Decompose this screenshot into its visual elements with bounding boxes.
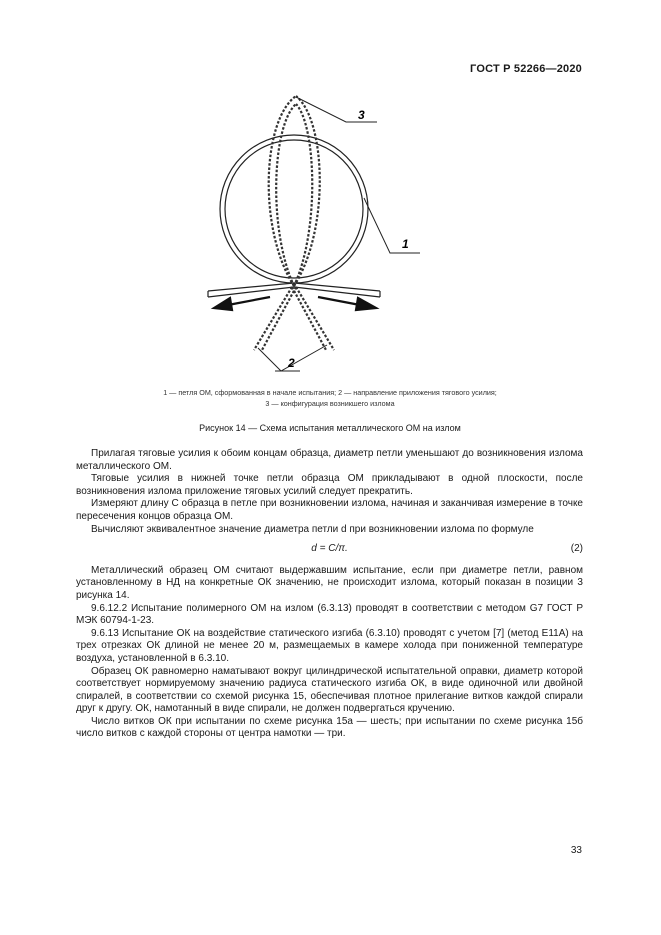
kink-configuration (269, 96, 320, 286)
callout-leaders (258, 97, 420, 371)
paragraph-8: Образец ОК равномерно наматывают вокруг цилиндрической испытательной оправки, диаметр которой соответствует нормируемому значению радиуса статического изгиба ОК, в виде одиночной или двойной спиралей, в соответствии со схемой рисунка 15, обеспечивая плотное прилегание витков каждой спирали друг к другу. ОК, намотанный в виде спирали, не должен подвергаться кручению. (76, 665, 583, 715)
paragraph-9: Число витков ОК при испытании по схеме рисунка 15а — шесть; при испытании по схеме рисунка 15б число витков с каждой стороны от центра намотки — три. (76, 715, 583, 740)
paragraph-4: Вычисляют эквивалентное значение диаметра петли d при возникновении излома по формуле (91, 523, 534, 535)
figure-caption: Рисунок 14 — Схема испытания металлического ОМ на излом (199, 423, 461, 433)
paragraph-7: 9.6.13 Испытание ОК на воздействие статического изгиба (6.3.10) проводят с учетом [7] (метод E11A) на трех отрезках ОК длиной не менее 20 м, размещаемых в камере холода при пониженной температуре воздуха, установленной в 6.3.10. (76, 627, 583, 664)
body-text (76, 448, 583, 741)
paragraph-6: 9.6.12.2 Испытание полимерного ОМ на излом (6.3.13) проводят в соответствии с методом G7 ГОСТ Р МЭК 60794-1-23. (76, 602, 583, 627)
callout-1: 1 (402, 237, 409, 251)
loop-outline (220, 135, 368, 283)
page-number: 33 (570, 845, 582, 856)
callout-2: 2 (288, 356, 295, 370)
figure-14-diagram (0, 0, 661, 385)
formula (76, 543, 583, 556)
force-direction-arrows (214, 297, 376, 310)
paragraph-1: Прилагая тяговые усилия к обоим концам образца, диаметр петли уменьшают до возникновения излома металлического ОМ. (76, 448, 583, 472)
paragraph-2: Тяговые усилия в нижней точке петли образца ОМ прикладывают в одной плоскости, после возникновения излома приложение тяговых усилий следует прекратить. (76, 473, 583, 497)
formula-number: (2) (570, 543, 583, 555)
callout-3: 3 (358, 108, 365, 122)
paragraph-5: Металлический образец ОМ считают выдержавшим испытание, если при диаметре петли, равном установленному в НД на конкретные ОК значению, не происходит излома, который показан в позиции 3 рисунка 14. (76, 564, 583, 601)
formula-expression: d = C/π. (311, 543, 348, 555)
kink-branches (254, 287, 334, 350)
legend-line-2: 3 — конфигурация возникшего излома (265, 398, 395, 408)
legend-line-1: 1 — петля ОМ, сформованная в начале испытания; 2 — направление приложения тягового усилия; (163, 388, 497, 397)
paragraph-3: Измеряют длину С образца в петле при возникновении излома, начиная и заканчивая измерение в точке пересечения концов образца ОМ. (76, 498, 583, 522)
document-header: ГОСТ Р 52266—2020 (470, 63, 582, 75)
figure-legend (60, 388, 600, 409)
